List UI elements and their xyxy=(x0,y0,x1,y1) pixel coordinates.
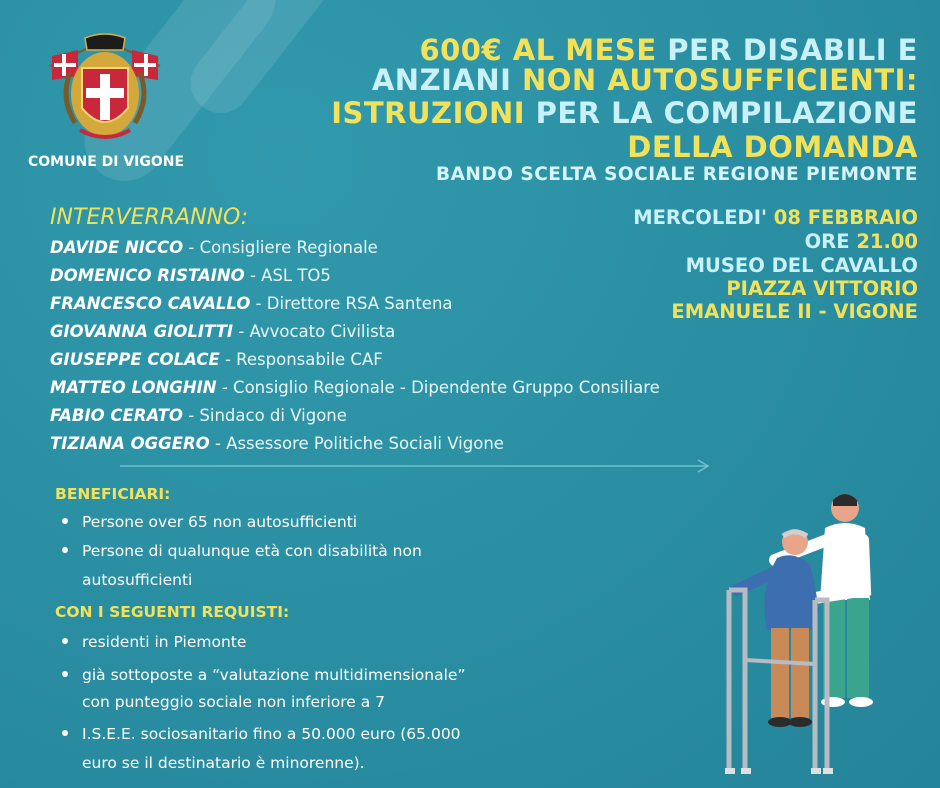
speaker-name: DOMENICO RISTAINO xyxy=(50,266,245,285)
requirement-text: residenti in Piemonte xyxy=(82,633,247,651)
event-time-label: ORE xyxy=(804,230,857,253)
bullet-icon xyxy=(62,547,68,553)
speaker-item xyxy=(50,378,660,397)
requirement-text: già sottoposte a “valutazione multidimensionale” xyxy=(82,666,466,684)
event-day: MERCOLEDI' xyxy=(633,206,774,229)
headline-line-2 xyxy=(371,63,918,97)
headline-line-1 xyxy=(419,33,918,67)
bullet-icon xyxy=(62,638,68,644)
list-item xyxy=(62,508,357,537)
headline-audience: PER DISABILI E xyxy=(667,33,918,67)
headline-instructions: ISTRUZIONI xyxy=(331,96,536,130)
beneficiary-text: Persone over 65 non autosufficienti xyxy=(82,513,358,531)
event-date xyxy=(633,206,918,229)
arrow-right-icon xyxy=(120,458,720,474)
beneficiary-text: Persone di qualunque età con disabilità non xyxy=(82,542,422,560)
bullet-icon xyxy=(62,671,68,677)
event-time-value: 21.00 xyxy=(856,230,918,253)
speaker-role: - Sindaco di Vigone xyxy=(182,406,347,425)
event-address-2: EMANUELE II - VIGONE xyxy=(671,300,918,323)
headline-subtitle: BANDO SCELTA SOCIALE REGIONE PIEMONTE xyxy=(435,164,918,185)
bullet-icon xyxy=(62,518,68,524)
event-address-1: PIAZZA VITTORIO xyxy=(726,277,918,300)
speaker-role: - Consigliere Regionale xyxy=(183,238,378,257)
speaker-name: FRANCESCO CAVALLO xyxy=(50,294,251,313)
headline-non-self-sufficient: NON AUTOSUFFICIENTI: xyxy=(522,63,918,97)
speaker-role: - ASL TO5 xyxy=(244,266,331,285)
speaker-item xyxy=(50,350,383,369)
list-item xyxy=(62,720,461,749)
speaker-item xyxy=(50,238,378,257)
list-item-continuation xyxy=(62,749,365,778)
beneficiary-text: autosufficienti xyxy=(82,571,193,589)
municipality-name: COMUNE DI VIGONE xyxy=(28,154,185,170)
speaker-role: - Assessore Politiche Sociali Vigone xyxy=(209,434,504,453)
speaker-name: MATTEO LONGHIN xyxy=(50,378,217,397)
speaker-name: DAVIDE NICCO xyxy=(50,238,184,257)
speaker-item xyxy=(50,322,395,341)
list-item-continuation xyxy=(62,566,192,595)
list-item xyxy=(62,537,422,566)
beneficiaries-heading: BENEFICIARI: xyxy=(55,485,171,503)
speaker-role: - Consiglio Regionale - Dipendente Gruppo Consiliare xyxy=(216,378,660,397)
headline-compilation: PER LA COMPILAZIONE xyxy=(535,96,918,130)
bullet-icon xyxy=(62,730,68,736)
speaker-role: - Responsabile CAF xyxy=(219,350,383,369)
speaker-item xyxy=(50,294,453,313)
speaker-name: TIZIANA OGGERO xyxy=(50,434,210,453)
speaker-item xyxy=(50,406,347,425)
headline-amount: 600€ AL MESE xyxy=(419,33,668,67)
speaker-item xyxy=(50,266,331,285)
requirement-text: I.S.E.E. sociosanitario fino a 50.000 euro (65.000 xyxy=(82,725,461,743)
event-date-value: 08 FEBBRAIO xyxy=(773,206,918,229)
event-time xyxy=(805,230,918,253)
speaker-name: GIUSEPPE COLACE xyxy=(50,350,220,369)
headline-elderly: ANZIANI xyxy=(371,63,522,97)
requirement-text: con punteggio sociale non inferiore a 7 xyxy=(82,693,386,711)
speaker-name: GIOVANNA GIOLITTI xyxy=(50,322,234,341)
speakers-heading: INTERVERRANNO: xyxy=(50,205,249,230)
headline-line-3 xyxy=(331,96,918,130)
list-item xyxy=(62,661,465,690)
speaker-role: - Direttore RSA Santena xyxy=(250,294,453,313)
speaker-name: FABIO CERATO xyxy=(50,406,183,425)
speaker-item xyxy=(50,434,504,453)
headline-line-4: DELLA DOMANDA xyxy=(627,130,918,164)
caregiver-with-elderly-walker-icon xyxy=(715,480,925,780)
speaker-role: - Avvocato Civilista xyxy=(233,322,396,341)
list-item xyxy=(62,628,246,657)
list-item-continuation xyxy=(62,688,385,717)
requirement-text: euro se il destinatario è minorenne). xyxy=(82,754,365,772)
coat-of-arms-icon xyxy=(30,28,180,148)
event-venue: MUSEO DEL CAVALLO xyxy=(685,254,918,277)
requirements-heading: CON I SEGUENTI REQUISTI: xyxy=(55,603,290,621)
